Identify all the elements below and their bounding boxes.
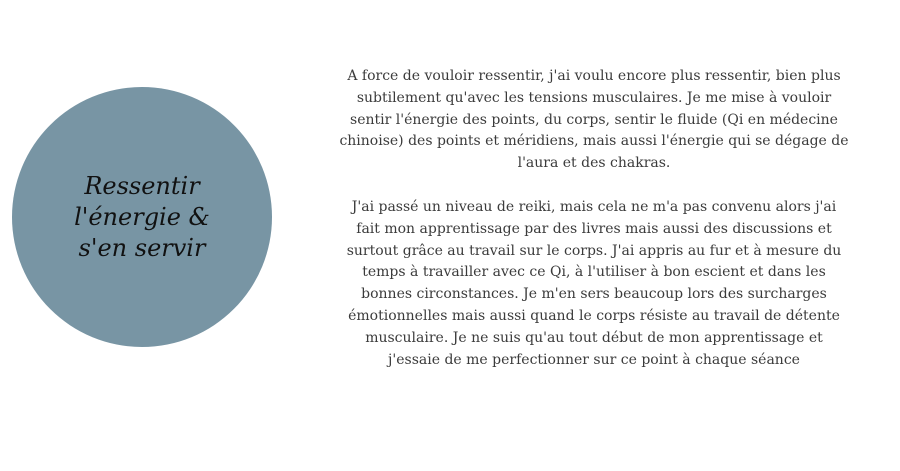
paragraph-1 xyxy=(318,66,870,175)
paragraph-2 xyxy=(318,197,870,371)
text-line: musculaire. Je ne suis qu'au tout début de mon apprentissage et xyxy=(365,329,823,346)
text-line: chinoise) des points et méridiens, mais aussi l'énergie qui se dégage de xyxy=(339,133,849,150)
description-text xyxy=(318,66,870,371)
section-title-line: Ressentir xyxy=(84,171,200,200)
text-line: sentir l'énergie des points, du corps, sentir le fluide (Qi en médecine xyxy=(350,111,838,128)
section-title-line: s'en servir xyxy=(78,233,206,262)
text-line: subtilement qu'avec les tensions musculaires. Je me mise à vouloir xyxy=(356,89,832,106)
text-line: l'aura et des chakras. xyxy=(517,155,671,172)
section-title xyxy=(52,171,232,264)
text-line: émotionnelles mais aussi quand le corps résiste au travail de détente xyxy=(348,307,840,324)
text-line: temps à travailler avec ce Qi, à l'utiliser à bon escient et dans les xyxy=(362,264,826,281)
text-line: bonnes circonstances. Je m'en sers beaucoup lors des surcharges xyxy=(361,286,827,303)
text-line: surtout grâce au travail sur le corps. J'ai appris au fur et à mesure du xyxy=(346,242,842,259)
section-title-line: l'énergie & xyxy=(74,202,210,231)
text-line: A force de vouloir ressentir, j'ai voulu encore plus ressentir, bien plus xyxy=(347,68,841,84)
paragraph-spacer xyxy=(318,175,870,197)
text-line: j'essaie de me perfectionner sur ce point à chaque séance xyxy=(388,351,800,368)
text-line: J'ai passé un niveau de reiki, mais cela ne m'a pas convenu alors j'ai xyxy=(351,198,837,215)
text-line: fait mon apprentissage par des livres mais aussi des discussions et xyxy=(356,220,832,237)
title-circle xyxy=(12,87,272,347)
